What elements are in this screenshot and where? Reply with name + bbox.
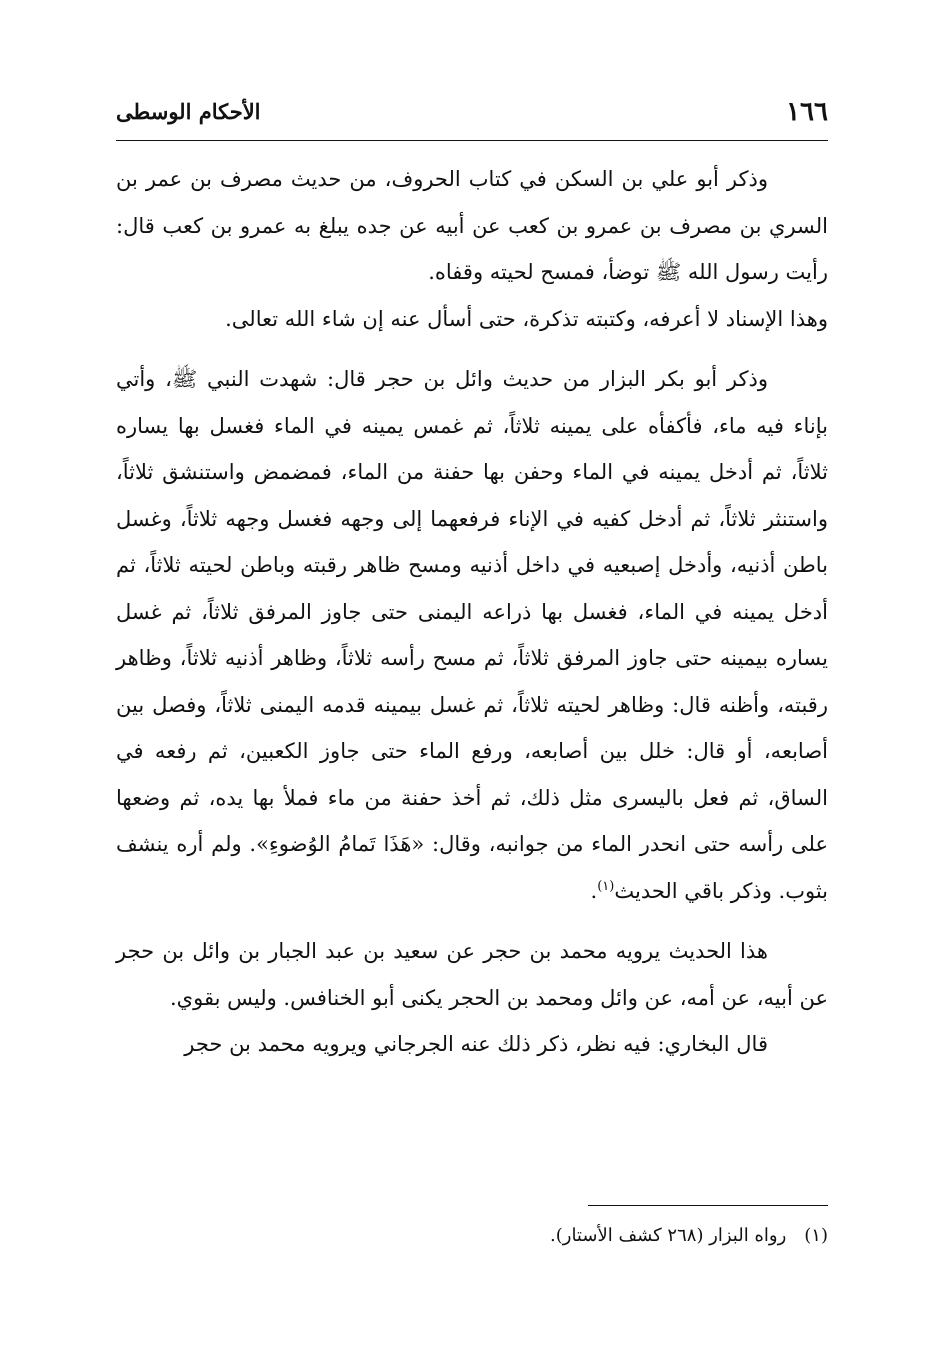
hadith-end-period: .	[590, 878, 598, 903]
paragraph-hadith-chain: هذا الحديث يرويه محمد بن حجر عن سعيد بن عبد الجبار بن وائل بن حجر عن أبيه، عن أمه، عن وائل ومحمد بن الحجر يكنى أبو الخنافس. وليس بقوي.	[116, 939, 828, 1010]
paragraph-bukhari: قال البخاري: فيه نظر، ذكر ذلك عنه الجرجاني ويرويه محمد بن حجر	[184, 1032, 768, 1056]
running-title: الأحكام الوسطى	[116, 99, 261, 124]
footnote-reference[interactable]: (١)	[597, 878, 615, 894]
page-number: ١٦٦	[786, 97, 828, 127]
page-header	[116, 92, 828, 132]
hadith-text: وذكر أبو بكر البزار من حديث وائل بن حجر قال: شهدت النبي ﷺ، وأتي بإناء فيه ماء، فأكفأه على يمينه ثلاثاً، ثم غمس يمينه في الماء فغسل بها يساره ثلاثاً، ثم أدخل يمينه في الماء وحفن بها حفنة من الماء، فمضمض واستنشق ثلاثاً، واستنثر ثلاثاً، ثم أدخل كفيه في الإناء فرفعهما إلى وجهه فغسل وجهه ثلاثاً، وغسل باطن أذنيه، وأدخل إصبعيه في داخل أذنيه ومسح ظاهر رقبته وباطن لحيته ثلاثاً، ثم أدخل يمينه في الماء، فغسل بها ذراعه اليمنى حتى جاوز المرفق ثلاثاً، ثم غسل يساره بيمينه حتى جاوز المرفق ثلاثاً، ثم مسح رأسه ثلاثاً، وظاهر أذنيه ثلاثاً، وظاهر رقبته، وأظنه قال: وظاهر لحيته ثلاثاً، ثم غسل بيمينه قدمه اليمنى ثلاثاً، وفصل بين أصابعه، أو قال: خلل بين أصابعه، ورفع الماء حتى جاوز الكعبين، ثم رفعه في الساق، ثم فعل باليسرى مثل ذلك، ثم أخذ حفنة من ماء فملأ بها يده، ثم وضعها على رأسه حتى انحدر الماء من جوانبه، وقال: «هَذَا تَمامُ الوُضوءِ». ولم أره ينشف بثوب. وذكر باقي الحديث	[116, 367, 828, 903]
footnote-rule	[588, 1205, 828, 1206]
footnote-number: (١)	[804, 1225, 828, 1246]
paragraph-isnad-note: وهذا الإسناد لا أعرفه، وكتبته تذكرة، حتى أسأل عنه إن شاء الله تعالى.	[225, 306, 828, 331]
footnote-text: رواه البزار (٢٦٨ كشف الأستار).	[550, 1225, 787, 1246]
paragraph-bazzar-hadith	[116, 356, 828, 914]
main-text	[116, 156, 828, 1068]
footnote	[116, 1218, 828, 1254]
header-rule	[116, 140, 828, 141]
paragraph-ibn-sakan: وذكر أبو علي بن السكن في كتاب الحروف، من حديث مصرف بن عمر بن السري بن مصرف بن عمرو بن كعب عن أبيه عن جده يبلغ به عمرو بن كعب قال: رأيت رسول الله ﷺ توضأ، فمسح لحيته وقفاه.	[116, 167, 828, 284]
